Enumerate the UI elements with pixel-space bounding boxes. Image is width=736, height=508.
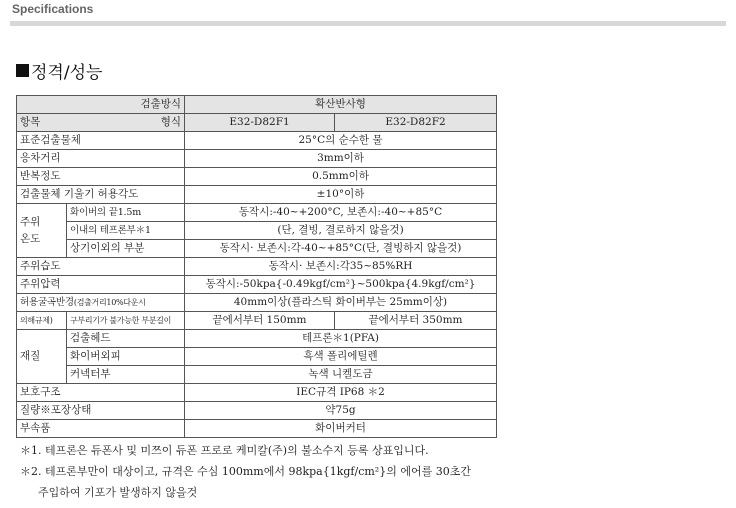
footnote-1: ＊1. 테프론은 듀폰사 및 미쯔이 듀폰 프로로 케미칼(주)의 불소수지 등록 상표입니다.	[20, 444, 429, 457]
unbendable-value-f1: 끝에서부터 150mm	[185, 312, 335, 330]
fiber-tip-value-2: (단, 결빙, 결로하지 않을것)	[185, 222, 497, 240]
item-model-header	[17, 114, 185, 132]
table-row	[17, 294, 497, 312]
table-row	[17, 330, 497, 348]
footnote-2-continued: 주입하여 기포가 발생하지 않을것	[38, 486, 198, 499]
row-value: 3mm이하	[185, 150, 497, 168]
row-value: 0.5mm이하	[185, 168, 497, 186]
unbendable-length-label: 구부리기가 불가능한 부분길이	[67, 312, 185, 330]
material-row-label: 커넥터부	[67, 366, 185, 384]
section-heading	[16, 58, 102, 83]
row-label: 주위습도	[17, 258, 185, 276]
table-row	[17, 276, 497, 294]
item-label: 항목	[20, 116, 41, 128]
model-2: E32-D82F2	[335, 114, 497, 132]
section-title: 정격/성능	[31, 63, 103, 83]
row-value: 동작시· 보존시:각35~85%RH	[185, 258, 497, 276]
table-row	[17, 204, 497, 222]
table-row	[17, 348, 497, 366]
specifications-header	[10, 0, 726, 26]
footnotes	[20, 440, 471, 503]
material-row-value: 흑색 폴리에틸렌	[185, 348, 497, 366]
material-row-label: 검출헤드	[67, 330, 185, 348]
material-row-value: 테프론＊1(PFA)	[185, 330, 497, 348]
ambient-temp-label-1: 주위	[20, 215, 41, 228]
row-value: 약75g	[185, 402, 497, 420]
row-label: 반복정도	[17, 168, 185, 186]
bend-radius-label	[17, 294, 185, 312]
row-label: 주위압력	[17, 276, 185, 294]
header-title: Specifications	[12, 2, 94, 16]
footnote-2: ＊2. 테프론부만이 대상이고, 규격은 수심 100mm에서 98kpa{1kgf/cm²}의 에어를 30초간	[20, 465, 471, 478]
table-row	[17, 420, 497, 438]
material-row-label: 화이버외피	[67, 348, 185, 366]
table-row	[17, 168, 497, 186]
fiber-tip-label-2: 이내의 테프론부＊1	[67, 222, 185, 240]
spec-table	[16, 95, 497, 438]
row-label: 보호구조	[17, 384, 185, 402]
other-parts-label: 상기이외의 부분	[67, 240, 185, 258]
other-parts-value: 동작시· 보존시:각-40~+85°C(단, 결빙하지 않을것)	[185, 240, 497, 258]
bend-radius-label-note: (검출거리10%다운시	[73, 298, 146, 307]
table-row	[17, 96, 497, 114]
table-row	[17, 222, 497, 240]
fiber-tip-value-1: 동작시:-40~+200°C, 보존시:-40~+85°C	[185, 204, 497, 222]
table-row	[17, 366, 497, 384]
ambient-temp-label	[17, 204, 67, 258]
header-divider	[10, 21, 726, 26]
row-value: 화이버커터	[185, 420, 497, 438]
table-row	[17, 114, 497, 132]
table-row	[17, 402, 497, 420]
table-row	[17, 312, 497, 330]
row-value: IEC규격 IP68 ＊2	[185, 384, 497, 402]
fiber-tip-label-1: 화이버의 끝1.5m	[67, 204, 185, 222]
bend-radius-label-main: 허용굴곡반경	[20, 297, 74, 308]
bend-radius-label-2: 의해규제)	[17, 312, 67, 330]
method-label: 검출방식	[17, 96, 185, 114]
square-bullet-icon	[16, 64, 29, 77]
row-label: 질량※포장상태	[17, 402, 185, 420]
table-row	[17, 384, 497, 402]
table-row	[17, 258, 497, 276]
table-row	[17, 240, 497, 258]
method-value: 확산반사형	[185, 96, 497, 114]
ambient-temp-label-2: 온도	[20, 232, 41, 245]
row-label: 검출물체 기울기 허용각도	[17, 186, 185, 204]
row-value: 25°C의 순수한 물	[185, 132, 497, 150]
table-row	[17, 150, 497, 168]
bend-radius-value: 40mm이상(플라스틱 화이버부는 25mm이상)	[185, 294, 497, 312]
row-label: 표준검출물체	[17, 132, 185, 150]
model-label: 형식	[160, 116, 182, 128]
table-row	[17, 186, 497, 204]
row-label: 응차거리	[17, 150, 185, 168]
row-value: ±10°이하	[185, 186, 497, 204]
table-row	[17, 132, 497, 150]
material-row-value: 녹색 니켈도금	[185, 366, 497, 384]
row-value: 동작시:-50kpa{-0.49kgf/cm²}~500kpa{4.9kgf/cm²}	[185, 276, 497, 294]
model-1: E32-D82F1	[185, 114, 335, 132]
material-label: 재질	[17, 330, 67, 384]
row-label: 부속품	[17, 420, 185, 438]
unbendable-value-f2: 끝에서부터 350mm	[335, 312, 497, 330]
